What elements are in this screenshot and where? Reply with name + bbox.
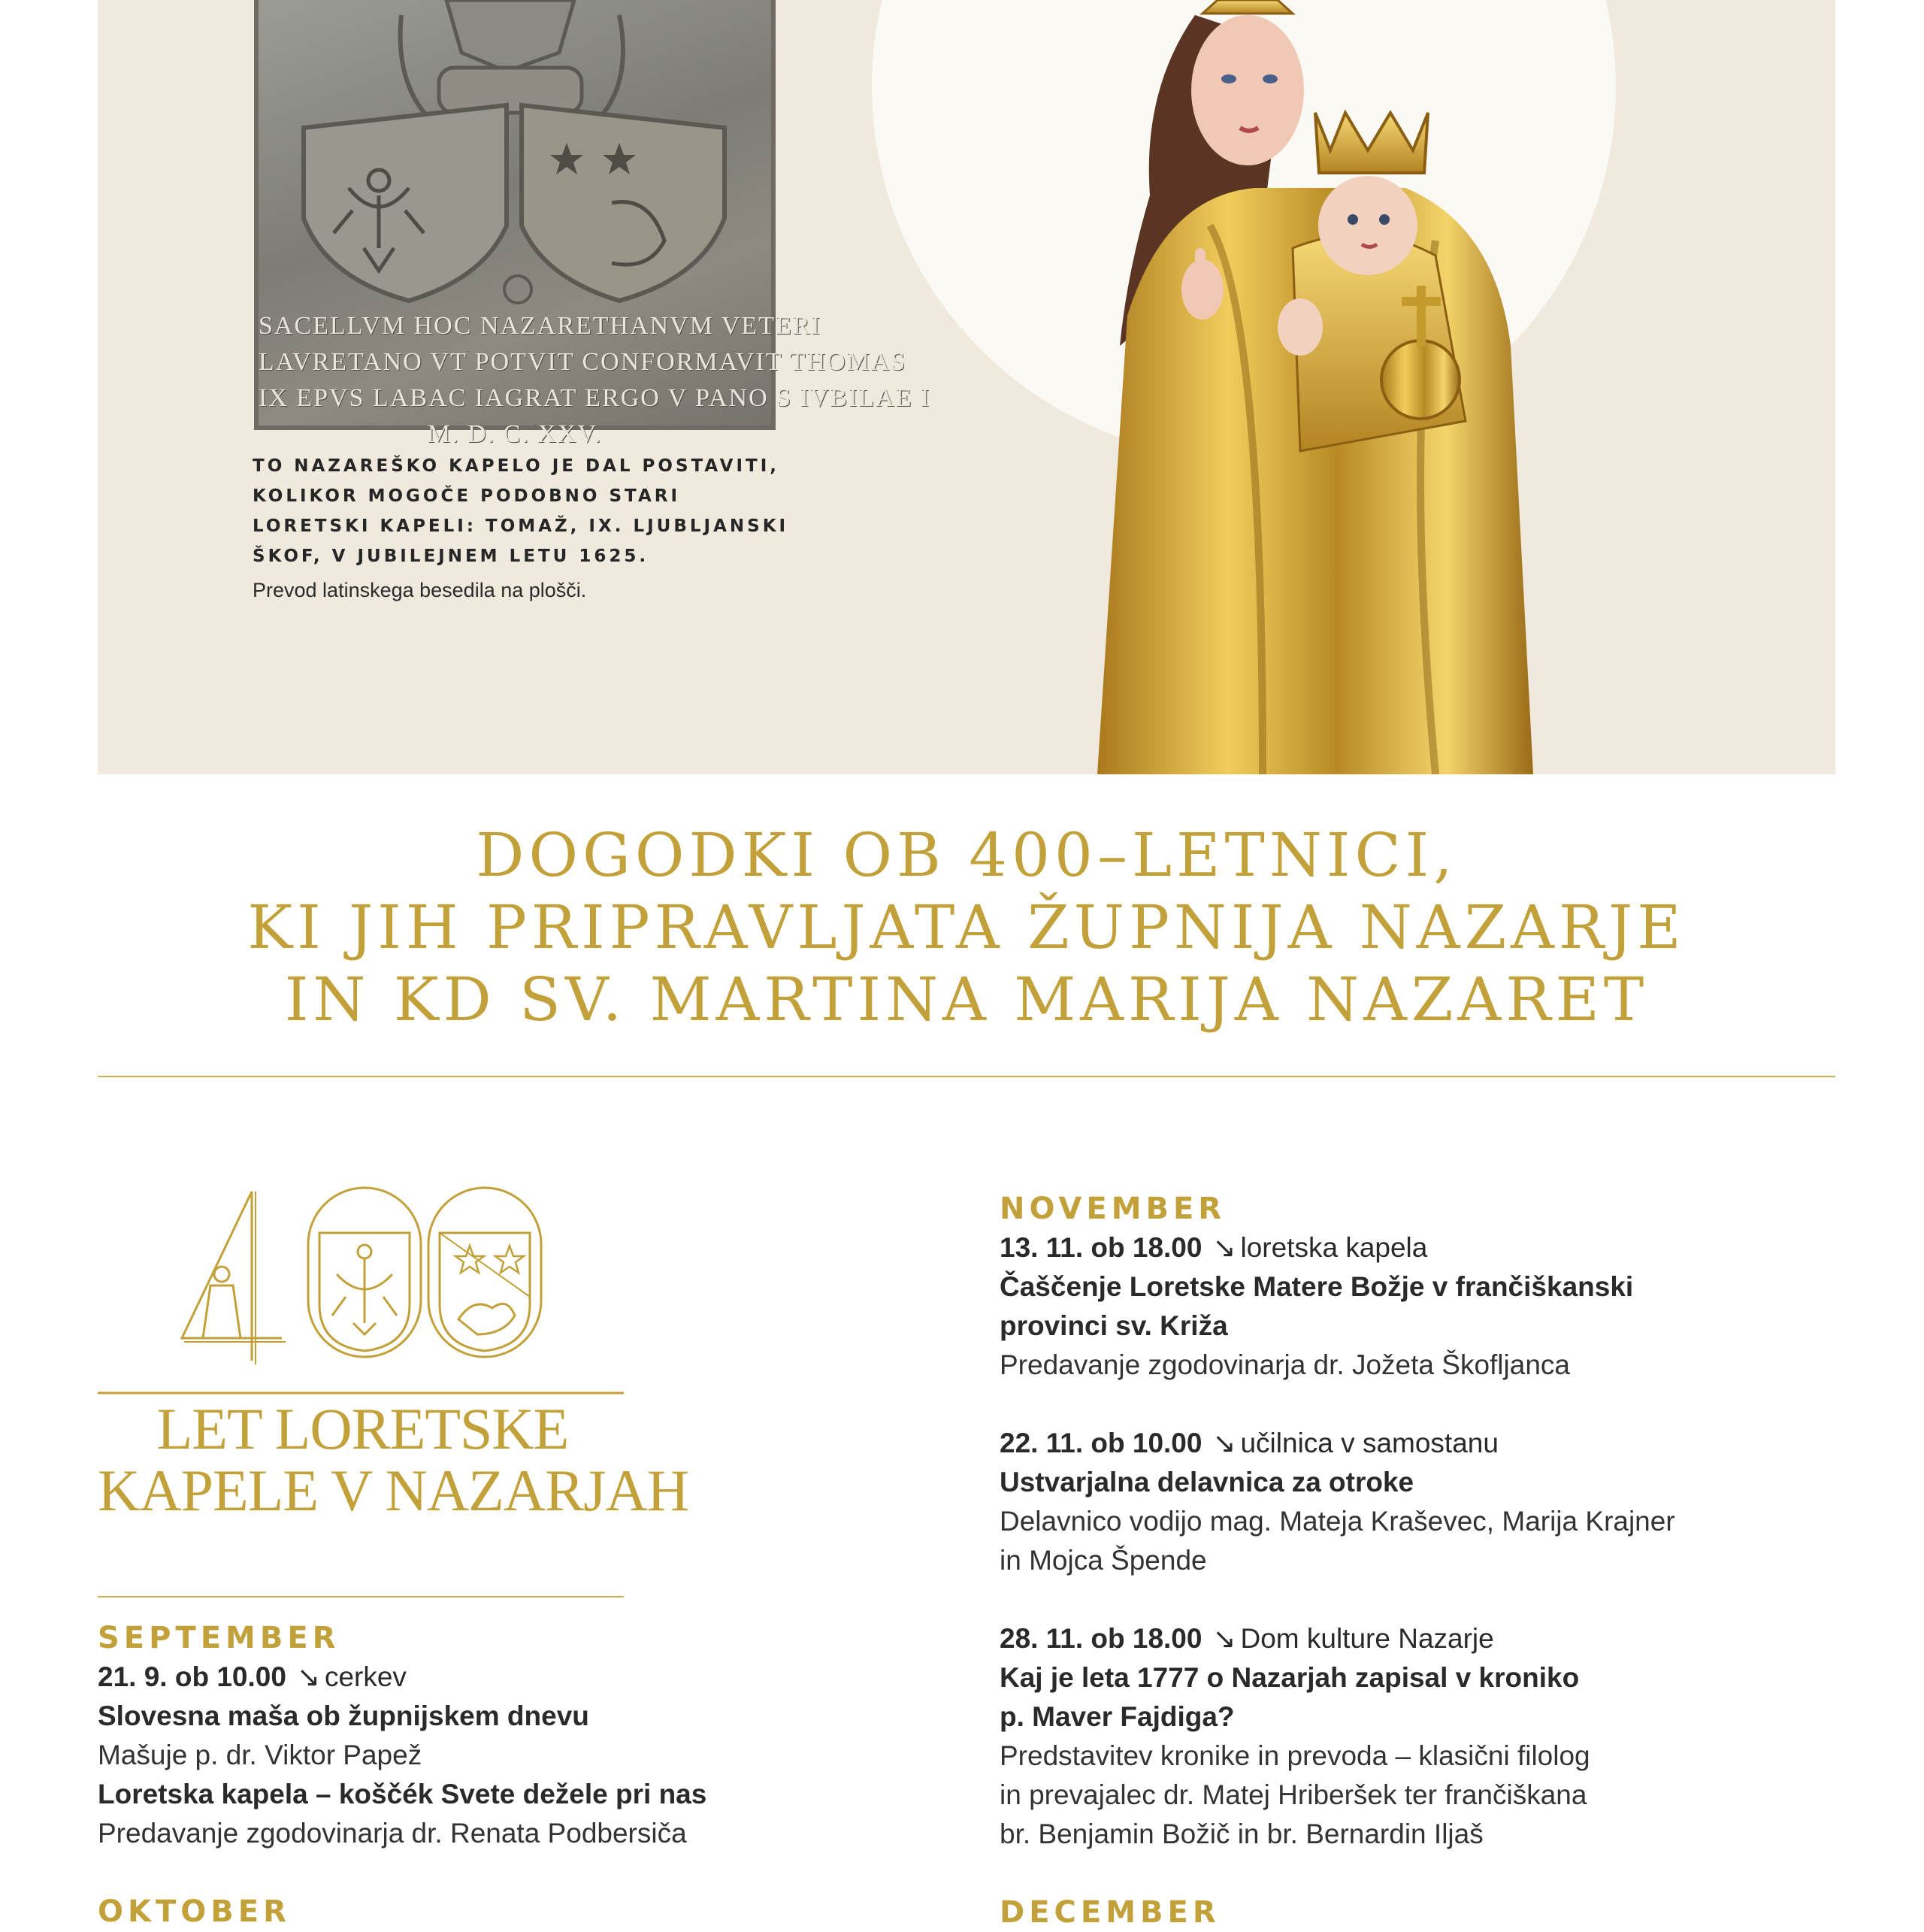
plaque-translation [253,451,824,571]
arrow-icon: ↘ [296,1661,320,1692]
arrow-icon: ↘ [1212,1428,1236,1458]
eagle-icon [332,1245,397,1334]
event-september [98,1658,789,1853]
event-title: Loretska kapela – koščék Svete dežele pri nas [98,1779,707,1809]
title-line: KI JIH PRIPRAVLJATA ŽUPNIJA NAZARJE [247,892,1686,962]
plaque-caption [253,451,824,602]
event-description: in prevajalec dr. Matej Hriberšek ter frančiškana [1000,1779,1587,1810]
logo-line: LET LORETSKE [156,1396,569,1461]
month-heading-december: DECEMBER [1000,1895,1221,1930]
event-title: Ustvarjalna delavnica za otroke [1000,1467,1414,1497]
event-item [1000,1619,1834,1854]
event-description: Predavanje zgodovinarja dr. Renata Podbersiča [98,1818,687,1849]
arrow-icon: ↘ [1212,1623,1236,1654]
event-description: Predavanje zgodovinarja dr. Jožeta Škofljanca [1000,1349,1570,1380]
event-title: provinci sv. Križa [1000,1310,1228,1341]
title-line: DOGODKI OB 400–LETNICI, [476,820,1457,890]
event-title: Čaščenje Loretske Matere Božje v frančiškanski [1000,1271,1634,1302]
logo-line: KAPELE V NAZARJAH [98,1458,689,1523]
event-date: 13. 11. ob 18.00 [1000,1232,1202,1263]
stone-plaque-image [254,0,931,448]
event-description: Delavnico vodijo mag. Mateja Kraševec, Marija Krajner [1000,1506,1675,1537]
event-description: br. Benjamin Božič in br. Bernardin Iljaš [1000,1818,1484,1849]
page-title [98,819,1835,1036]
event-location: učilnica v samostanu [1240,1428,1499,1458]
logo-divider [98,1596,624,1597]
event-title: p. Maver Fajdiga? [1000,1701,1235,1732]
month-heading-september: SEPTEMBER [98,1621,340,1655]
event-description: in Mojca Špende [1000,1545,1207,1576]
inscription-line: IX EPVS LABAC IAGRAT ERGO V PANO S IVBILAE I [259,384,931,412]
lion-icon [458,1304,515,1334]
event-title: Slovesna maša ob župnijskem dnevu [98,1700,589,1731]
event-description: Mašuje p. dr. Viktor Papež [98,1740,422,1770]
event-when-where [1000,1228,1834,1267]
event-when-where [98,1658,789,1697]
hero-panel [98,0,1835,774]
inscription-line: M. D. C. XXV. [427,420,603,448]
month-heading-november: NOVEMBER [1000,1192,1227,1226]
plaque-inscription [259,308,931,453]
event-location: Dom kulture Nazarje [1240,1623,1494,1654]
event-location: cerkev [324,1661,407,1692]
title-divider [98,1076,1835,1077]
inscription-line: LAVRETANO VT POTVIT CONFORMAVIT THOMAS [259,348,907,376]
event-item [1000,1424,1834,1580]
event-description: Predstavitev kronike in prevoda – klasični filolog [1000,1740,1590,1771]
event-date: 22. 11. ob 10.00 [1000,1428,1202,1458]
caption-note: Prevod latinskega besedila na plošči. [253,579,587,601]
inscription-line: SACELLVM HOC NAZARETHANVM VETERI [259,312,821,340]
madonna-statue-image [1015,0,1691,774]
translation-line: LORETSKI KAPELI: TOMAŽ, IX. LJUBLJANSKI [253,516,789,536]
event-date: 28. 11. ob 18.00 [1000,1623,1202,1654]
left-schedule-column [98,1619,789,1931]
event-title: Kaj je leta 1777 o Nazarjah zapisal v kroniko [1000,1662,1580,1693]
translation-line: TO NAZAREŠKO KAPELO JE DAL POSTAVITI, [253,456,779,476]
anniversary-logo-text [98,1396,689,1523]
event-date: 21. 9. ob 10.00 [98,1661,286,1692]
madonna-icon [203,1267,240,1338]
arrow-icon: ↘ [1212,1232,1236,1263]
event-when-where [1000,1424,1834,1463]
event-location: loretska kapela [1240,1232,1428,1263]
right-schedule-column [1000,1189,1834,1932]
title-line: IN KD SV. MARTINA MARIJA NAZARET [284,964,1649,1034]
event-item [1000,1228,1834,1385]
translation-line: KOLIKOR MOGOČE PODOBNO STARI [253,486,681,506]
month-heading-oktober: OKTOBER [98,1894,291,1929]
event-when-where [1000,1619,1834,1658]
translation-line: ŠKOF, V JUBILEJNEM LETU 1625. [253,547,649,566]
